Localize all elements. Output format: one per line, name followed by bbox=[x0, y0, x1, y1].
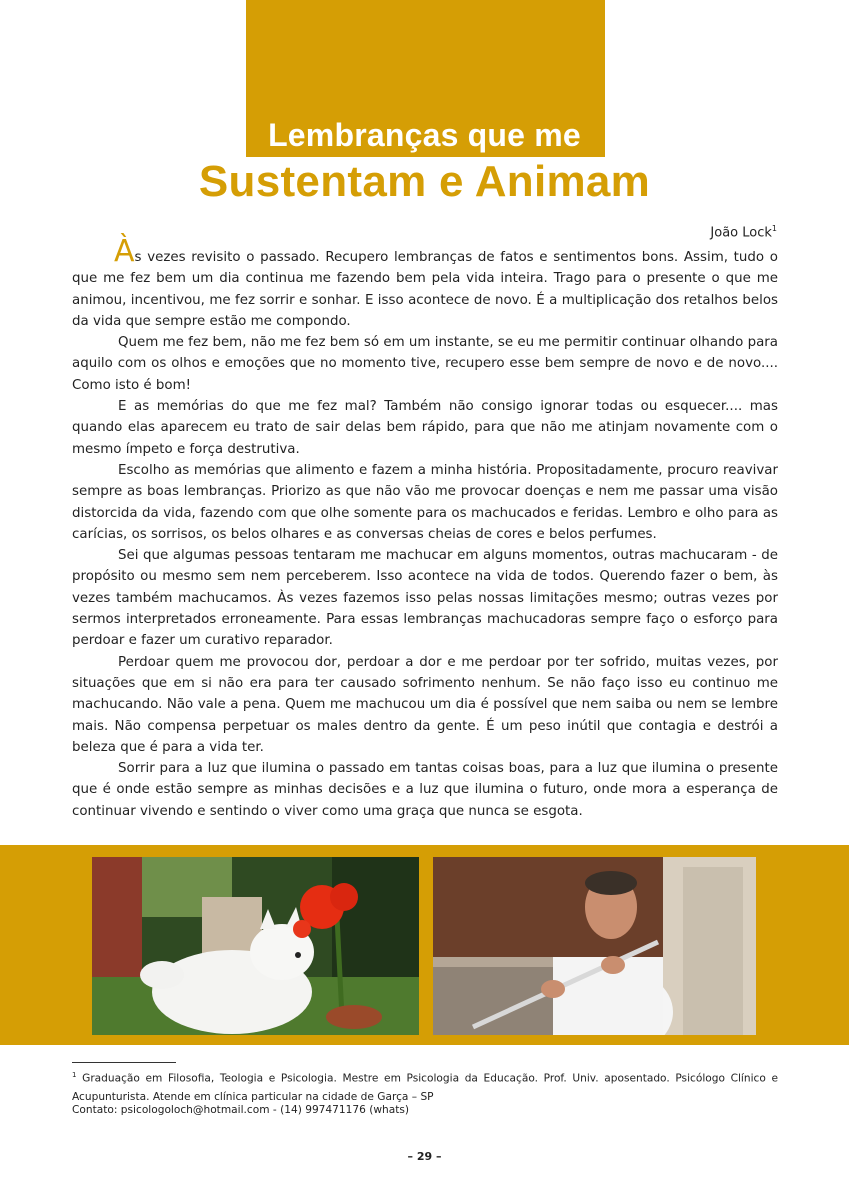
photo-man-illustration bbox=[433, 857, 756, 1035]
article-title-line2: Sustentam e Animam bbox=[198, 157, 651, 206]
photo-dog-illustration bbox=[92, 857, 419, 1035]
page-number: – 29 – bbox=[407, 1150, 442, 1163]
photo-man-playing-flute bbox=[433, 857, 756, 1035]
contact-line: Contato: psicologoloch@hotmail.com - (14) 997471176 (whats) bbox=[72, 1104, 410, 1116]
paragraph: Sei que algumas pessoas tentaram me machucar em alguns momentos, outras machucaram - de propósito ou mesmo sem nem perceberem. Isso acontece na vida de todos. Querendo fazer o bem, às vezes também machucamos. Às vezes fazemos isso pelas nossas limitações mesmo; outras vezes por sermos interpretados erroneamente. Para essas lembranças machucadoras sempre faço o esforço para perdoar e fazer um curativo reparador. bbox=[72, 548, 778, 649]
photo-band bbox=[0, 845, 849, 1045]
article-body bbox=[72, 234, 778, 822]
footnote bbox=[72, 1066, 778, 1106]
photo-dog-with-flower bbox=[92, 857, 419, 1035]
paragraph: Sorrir para a luz que ilumina o passado em tantas coisas boas, para a luz que ilumina o presente que é onde estão sempre as minhas decisões e a luz que ilumina o futuro, onde mora a esperança de continuar vivendo e sentindo o viver como uma graça que nunca se esgota. bbox=[72, 761, 778, 819]
drop-cap: À bbox=[114, 234, 135, 269]
paragraph: Perdoar quem me provocou dor, perdoar a dor e me perdoar por ter sofrido, muitas vezes, por situações que em si não era para ter causado sofrimento nenhum. Se não faço isso eu continuo me machucando. Não vale a pena. Quem me machucou um dia é possível que nem saiba ou nem se lembre mais. Não compensa perpetuar os males dentro da gente. É um peso inútil que contagia e destrói a beleza que é para a vida ter. bbox=[72, 654, 778, 755]
footnote-mark: 1 bbox=[72, 1071, 77, 1079]
paragraph-first-text: s vezes revisito o passado. Recupero lembranças de fatos e sentimentos bons. Assim, tudo o que me fez bem um dia continua me fazendo bem pela vida inteira. Trago para o presente o que me animou, incentivou, me fez sorrir e sonhar. E isso acontece de novo. É a multiplicação dos retalhos belos da vida que sempre estão me compondo. bbox=[72, 250, 778, 329]
paragraph-first bbox=[72, 234, 778, 332]
article-title-line1: Lembranças que me bbox=[268, 117, 581, 153]
author-footnote-mark: 1 bbox=[771, 224, 777, 233]
author-name: João Lock bbox=[710, 225, 772, 241]
footnote-rule bbox=[72, 1062, 176, 1063]
paragraph: E as memórias do que me fez mal? Também não consigo ignorar todas ou esquecer.... mas quando elas aparecem eu trato de sair delas bem rápido, para que não me atinjam novamente com o mesmo ímpeto e força destrutiva. bbox=[72, 399, 778, 457]
paragraph: Quem me fez bem, não me fez bem só em um instante, se eu me permitir continuar olhando para aquilo com os olhos e emoções que no momento tive, recupero esse bem sempre de novo e de novo.... Como isto é bom! bbox=[72, 335, 778, 393]
author-byline bbox=[710, 224, 777, 240]
footnote-text: Graduação em Filosofia, Teologia e Psicologia. Mestre em Psicologia da Educação. Prof. Univ. aposentado. Psicólogo Clínico e Acupunturista. Atende em clínica particular na cidade de Garça – SP bbox=[72, 1072, 778, 1103]
paragraph: Escolho as memórias que alimento e fazem a minha história. Propositadamente, procuro reavivar sempre as boas lembranças. Priorizo as que não vão me provocar doenças e nem me passar uma visão distorcida da vida, fazendo com que olhe somente para os machucados e feridas. Lembro e olho para as carícias, os sorrisos, os belos olhares e as conversas cheias de cores e belos perfumes. bbox=[72, 462, 778, 542]
